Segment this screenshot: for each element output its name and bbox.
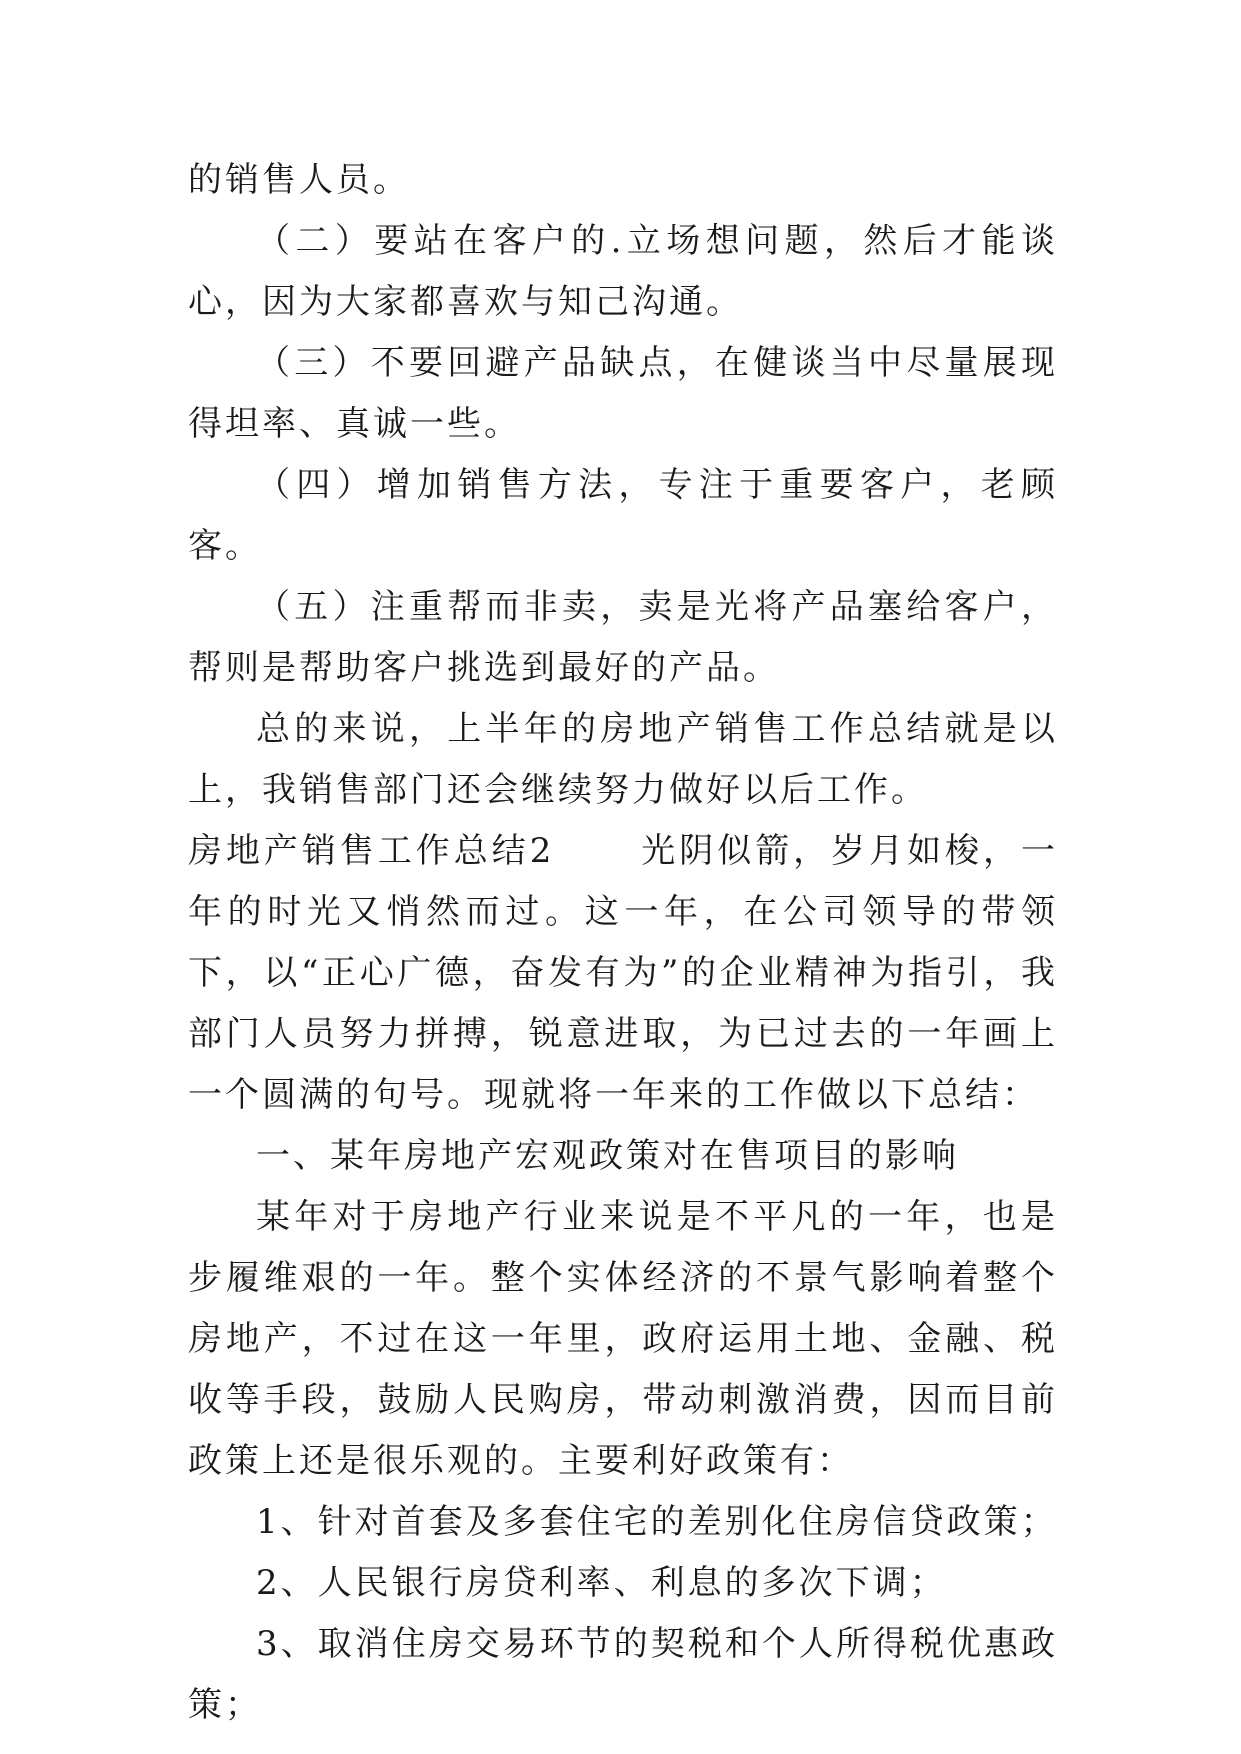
section-title: 房地产销售工作总结2 [188, 831, 555, 871]
paragraph-point-5: （五）注重帮而非卖，卖是光将产品塞给客户，帮则是帮助客户挑选到最好的产品。 [188, 587, 1058, 688]
paragraph-point-4: （四）增加销售方法，专注于重要客户，老顾客。 [188, 465, 1058, 566]
policy-item-1: 1、针对首套及多套住宅的差别化住房信贷政策； [256, 1502, 1058, 1542]
paragraph-policy-overview: 某年对于房地产行业来说是不平凡的一年，也是步履维艰的一年。整个实体经济的不景气影响着整个房地产，不过在这一年里，政府运用土地、金融、税收等手段，鼓励人民购房，带动刺激消费，因而目前政策上还是很乐观的。主要利好政策有： [188, 1197, 1058, 1481]
section-intro-text: 光阴似箭，岁月如梭，一年的时光又悄然而过。这一年，在公司领导的带领下，以“正心广德，奋发有为”的企业精神为指引，我部门人员努力拼搏，锐意进取，为已过去的一年画上一个圆满的句号。现就将一年来的工作做以下总结： [188, 831, 1058, 1115]
paragraph-sales-staff-tail: 的销售人员。 [188, 160, 410, 200]
section-2-intro-paragraph [188, 821, 1058, 1126]
paragraph-point-2: （二）要站在客户的.立场想问题，然后才能谈心，因为大家都喜欢与知己沟通。 [188, 221, 1058, 322]
policy-item-3: 3、取消住房交易环节的契税和个人所得税优惠政策； [188, 1624, 1058, 1725]
subheading-macro-policy: 一、某年房地产宏观政策对在售项目的影响 [256, 1136, 959, 1176]
document-body [188, 150, 1058, 1736]
paragraph-summary: 总的来说，上半年的房地产销售工作总结就是以上，我销售部门还会继续努力做好以后工作。 [188, 709, 1058, 810]
paragraph-point-3: （三）不要回避产品缺点，在健谈当中尽量展现得坦率、真诚一些。 [188, 343, 1058, 444]
policy-item-2: 2、人民银行房贷利率、利息的多次下调； [256, 1563, 947, 1603]
